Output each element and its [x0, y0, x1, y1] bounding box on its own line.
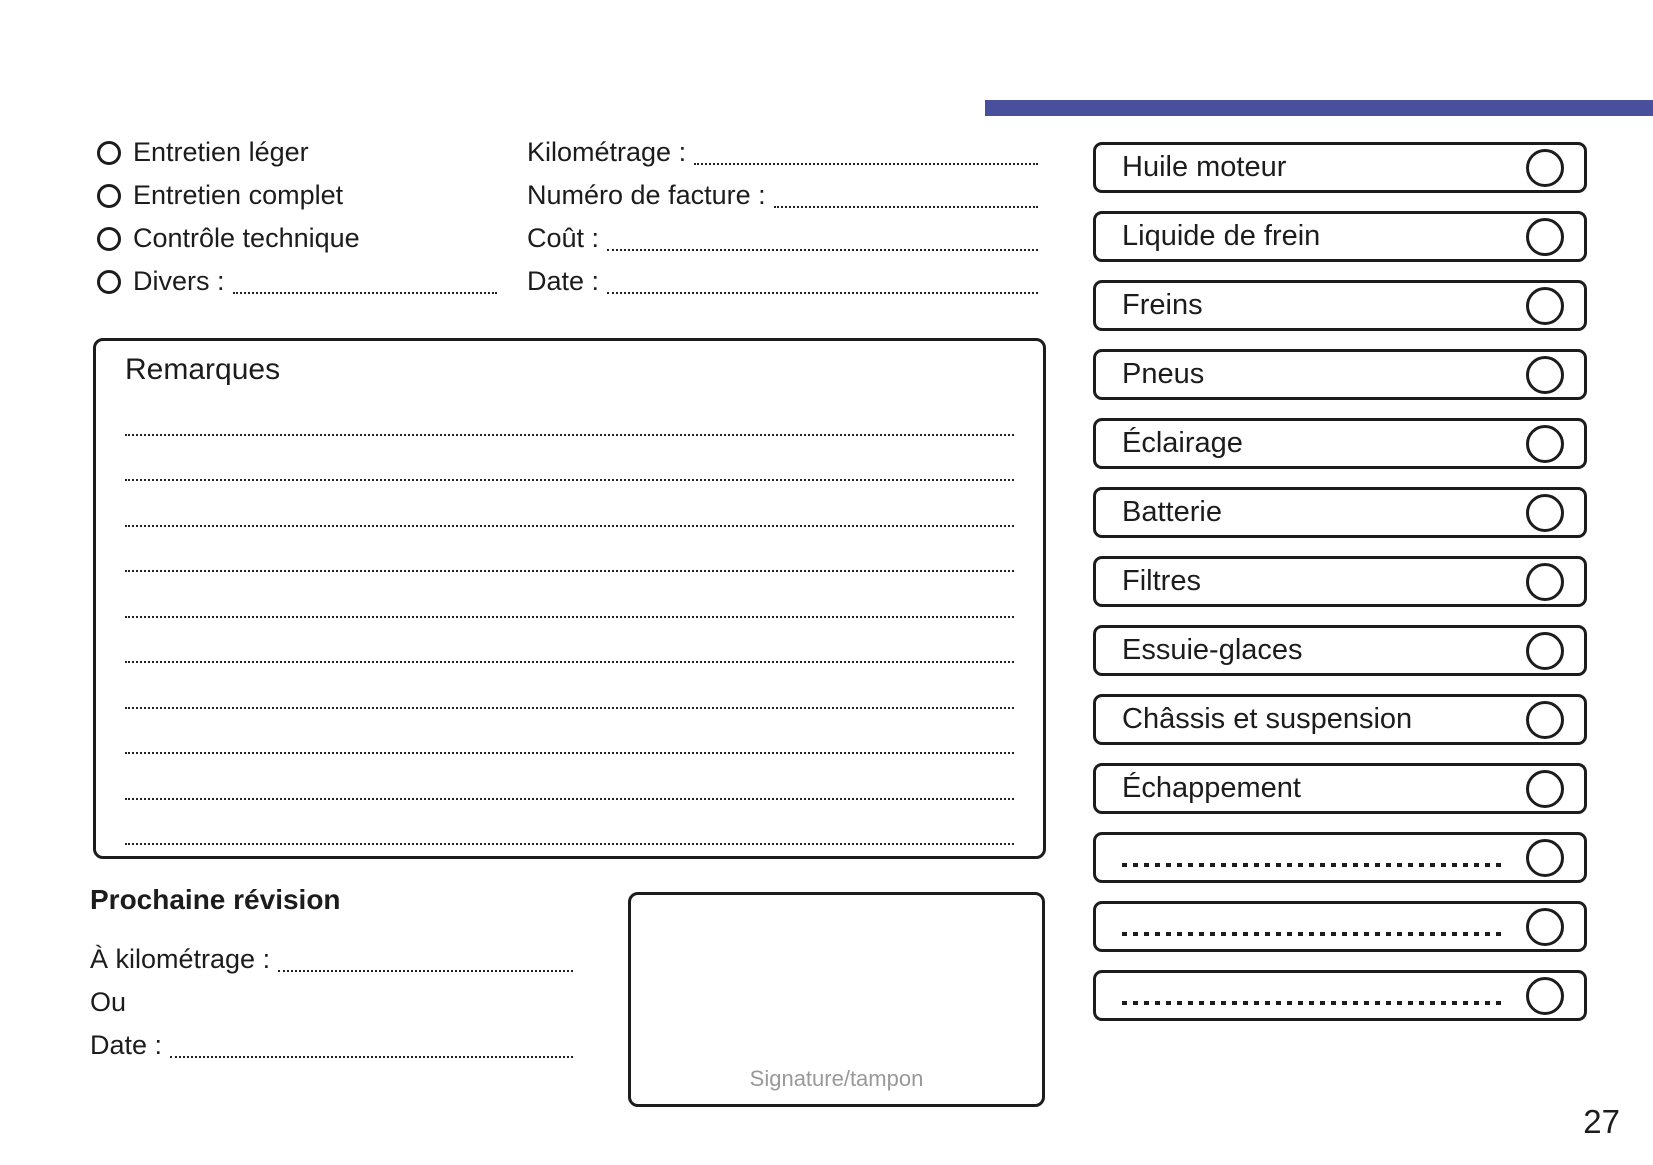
checklist-item	[1093, 349, 1587, 400]
next-date-write-line[interactable]	[170, 1056, 573, 1058]
check-circle-icon[interactable]	[1526, 356, 1564, 394]
checklist-item	[1093, 625, 1587, 676]
radio-circle-icon[interactable]	[97, 184, 121, 208]
field-label: Date :	[90, 1030, 163, 1060]
checklist-item	[1093, 211, 1587, 262]
next-service-section	[90, 884, 573, 1067]
remarks-write-line[interactable]	[125, 754, 1014, 800]
check-circle-icon[interactable]	[1526, 494, 1564, 532]
service-type-option	[97, 217, 497, 260]
header-accent-bar	[985, 100, 1653, 116]
field-label: Kilométrage :	[527, 137, 687, 167]
checklist-label: Essuie-glaces	[1122, 634, 1303, 666]
service-type-options	[97, 131, 497, 303]
check-circle-icon[interactable]	[1526, 770, 1564, 808]
check-circle-icon[interactable]	[1526, 287, 1564, 325]
next-service-date-row	[90, 1024, 573, 1067]
checklist-label: Éclairage	[1122, 427, 1243, 459]
field-row	[527, 131, 1038, 174]
checklist-item	[1093, 763, 1587, 814]
date-write-line[interactable]	[607, 292, 1038, 294]
checklist-label: Pneus	[1122, 358, 1205, 390]
checklist-item-blank	[1093, 832, 1587, 883]
field-label: Ou	[90, 987, 127, 1017]
remarks-write-line[interactable]	[125, 481, 1014, 527]
remarks-write-line[interactable]	[125, 618, 1014, 664]
checklist-item	[1093, 487, 1587, 538]
option-label: Entretien complet	[133, 180, 344, 210]
field-row	[527, 217, 1038, 260]
remarks-title: Remarques	[125, 353, 281, 386]
blank-item-write-line[interactable]	[1122, 932, 1504, 936]
field-row	[527, 260, 1038, 303]
field-label: Coût :	[527, 223, 600, 253]
field-label: Date :	[527, 266, 600, 296]
checklist-item-blank	[1093, 901, 1587, 952]
checklist-label: Freins	[1122, 289, 1203, 321]
invoice-number-write-line[interactable]	[774, 206, 1038, 208]
radio-circle-icon[interactable]	[97, 227, 121, 251]
checklist-label: Châssis et suspension	[1122, 703, 1413, 735]
check-circle-icon[interactable]	[1526, 701, 1564, 739]
checklist-item	[1093, 418, 1587, 469]
checklist-label: Huile moteur	[1122, 151, 1287, 183]
checklist-item	[1093, 280, 1587, 331]
next-service-title: Prochaine révision	[90, 884, 341, 915]
checklist-item	[1093, 694, 1587, 745]
checklist-label: Échappement	[1122, 772, 1301, 804]
option-label: Entretien léger	[133, 137, 309, 167]
check-circle-icon[interactable]	[1526, 908, 1564, 946]
remarks-box	[93, 338, 1046, 859]
check-circle-icon[interactable]	[1526, 632, 1564, 670]
option-label: Divers :	[133, 266, 225, 296]
remarks-write-line[interactable]	[125, 709, 1014, 755]
service-type-option	[97, 131, 497, 174]
checklist-label: Liquide de frein	[1122, 220, 1321, 252]
invoice-fields	[527, 131, 1038, 303]
radio-circle-icon[interactable]	[97, 141, 121, 165]
remarks-write-line[interactable]	[125, 663, 1014, 709]
kilometrage-write-line[interactable]	[694, 163, 1038, 165]
checklist-item	[1093, 142, 1587, 193]
check-circle-icon[interactable]	[1526, 425, 1564, 463]
blank-item-write-line[interactable]	[1122, 863, 1504, 867]
field-label: À kilométrage :	[90, 944, 271, 974]
remarks-write-line[interactable]	[125, 572, 1014, 618]
remarks-write-line[interactable]	[125, 800, 1014, 846]
checklist-label: Batterie	[1122, 496, 1222, 528]
check-circle-icon[interactable]	[1526, 563, 1564, 601]
field-label: Numéro de facture :	[527, 180, 766, 210]
option-label: Contrôle technique	[133, 223, 360, 253]
checklist-item-blank	[1093, 970, 1587, 1021]
blank-item-write-line[interactable]	[1122, 1001, 1504, 1005]
radio-circle-icon[interactable]	[97, 270, 121, 294]
remarks-write-line[interactable]	[125, 436, 1014, 482]
next-service-km-row	[90, 938, 573, 981]
remarks-write-area	[125, 390, 1014, 845]
signature-stamp-box[interactable]	[628, 892, 1045, 1107]
divers-write-line[interactable]	[233, 292, 497, 294]
service-type-option	[97, 174, 497, 217]
checklist-item	[1093, 556, 1587, 607]
check-circle-icon[interactable]	[1526, 839, 1564, 877]
checklist-label: Filtres	[1122, 565, 1201, 597]
service-type-option	[97, 260, 497, 303]
page-number: 27	[1583, 1103, 1620, 1140]
field-row	[527, 174, 1038, 217]
inspection-checklist	[1093, 142, 1587, 1039]
remarks-write-line[interactable]	[125, 527, 1014, 573]
check-circle-icon[interactable]	[1526, 218, 1564, 256]
check-circle-icon[interactable]	[1526, 149, 1564, 187]
remarks-write-line[interactable]	[125, 390, 1014, 436]
check-circle-icon[interactable]	[1526, 977, 1564, 1015]
next-km-write-line[interactable]	[278, 970, 573, 972]
next-service-or-row	[90, 981, 573, 1024]
signature-label: Signature/tampon	[749, 1066, 924, 1091]
cost-write-line[interactable]	[607, 249, 1038, 251]
